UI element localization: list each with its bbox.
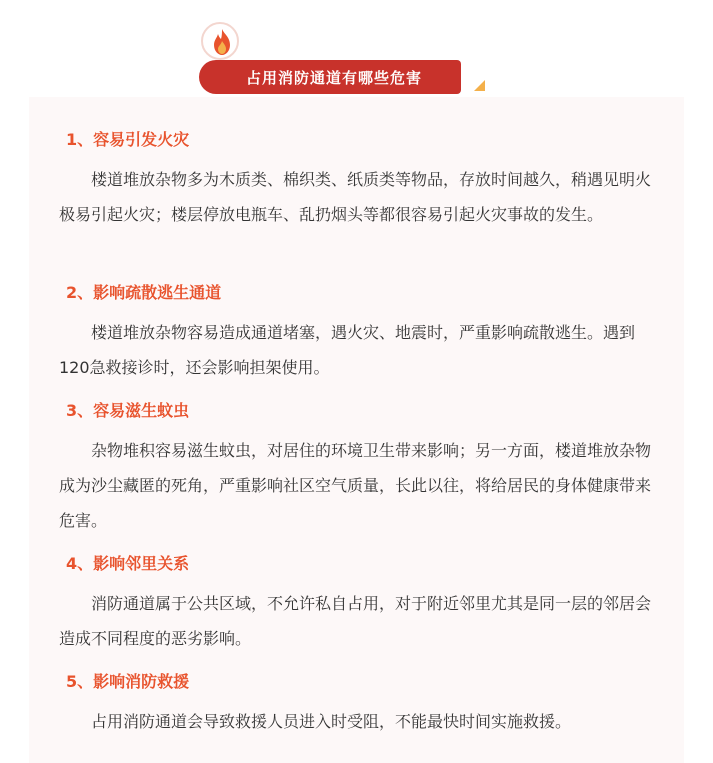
section-heading: 4、影响邻里关系 xyxy=(66,554,190,573)
section-body: 楼道堆放杂物多为木质类、棉织类、纸质类等物品，存放时间越久，稍遇见明火极易引起火灾；楼层停放电瓶车、乱扔烟头等都很容易引起火灾事故的发生。 xyxy=(59,170,652,224)
title-corner-decoration xyxy=(474,80,485,91)
section-body: 消防通道属于公共区域，不允许私自占用，对于附近邻里尤其是同一层的邻居会造成不同程度的恶劣影响。 xyxy=(59,594,652,648)
page-title-text: 占用消防通道有哪些危害 xyxy=(245,68,422,87)
section-heading: 5、影响消防救援 xyxy=(66,672,190,691)
section-body: 占用消防通道会导致救援人员进入时受阻，不能最快时间实施救援。 xyxy=(91,712,572,731)
page-title xyxy=(199,60,461,94)
section-heading: 2、影响疏散逃生通道 xyxy=(66,283,222,302)
section-heading: 1、容易引发火灾 xyxy=(66,130,190,149)
section-heading: 3、容易滋生蚊虫 xyxy=(66,401,190,420)
section-body: 楼道堆放杂物容易造成通道堵塞，遇火灾、地震时，严重影响疏散逃生。遇到120急救接诊时，还会影响担架使用。 xyxy=(59,323,636,377)
section-body: 杂物堆积容易滋生蚊虫，对居住的环境卫生带来影响；另一方面，楼道堆放杂物成为沙尘藏匿的死角，严重影响社区空气质量，长此以往，将给居民的身体健康带来危害。 xyxy=(59,441,652,530)
fire-badge xyxy=(201,22,239,60)
fire-icon xyxy=(209,28,235,56)
